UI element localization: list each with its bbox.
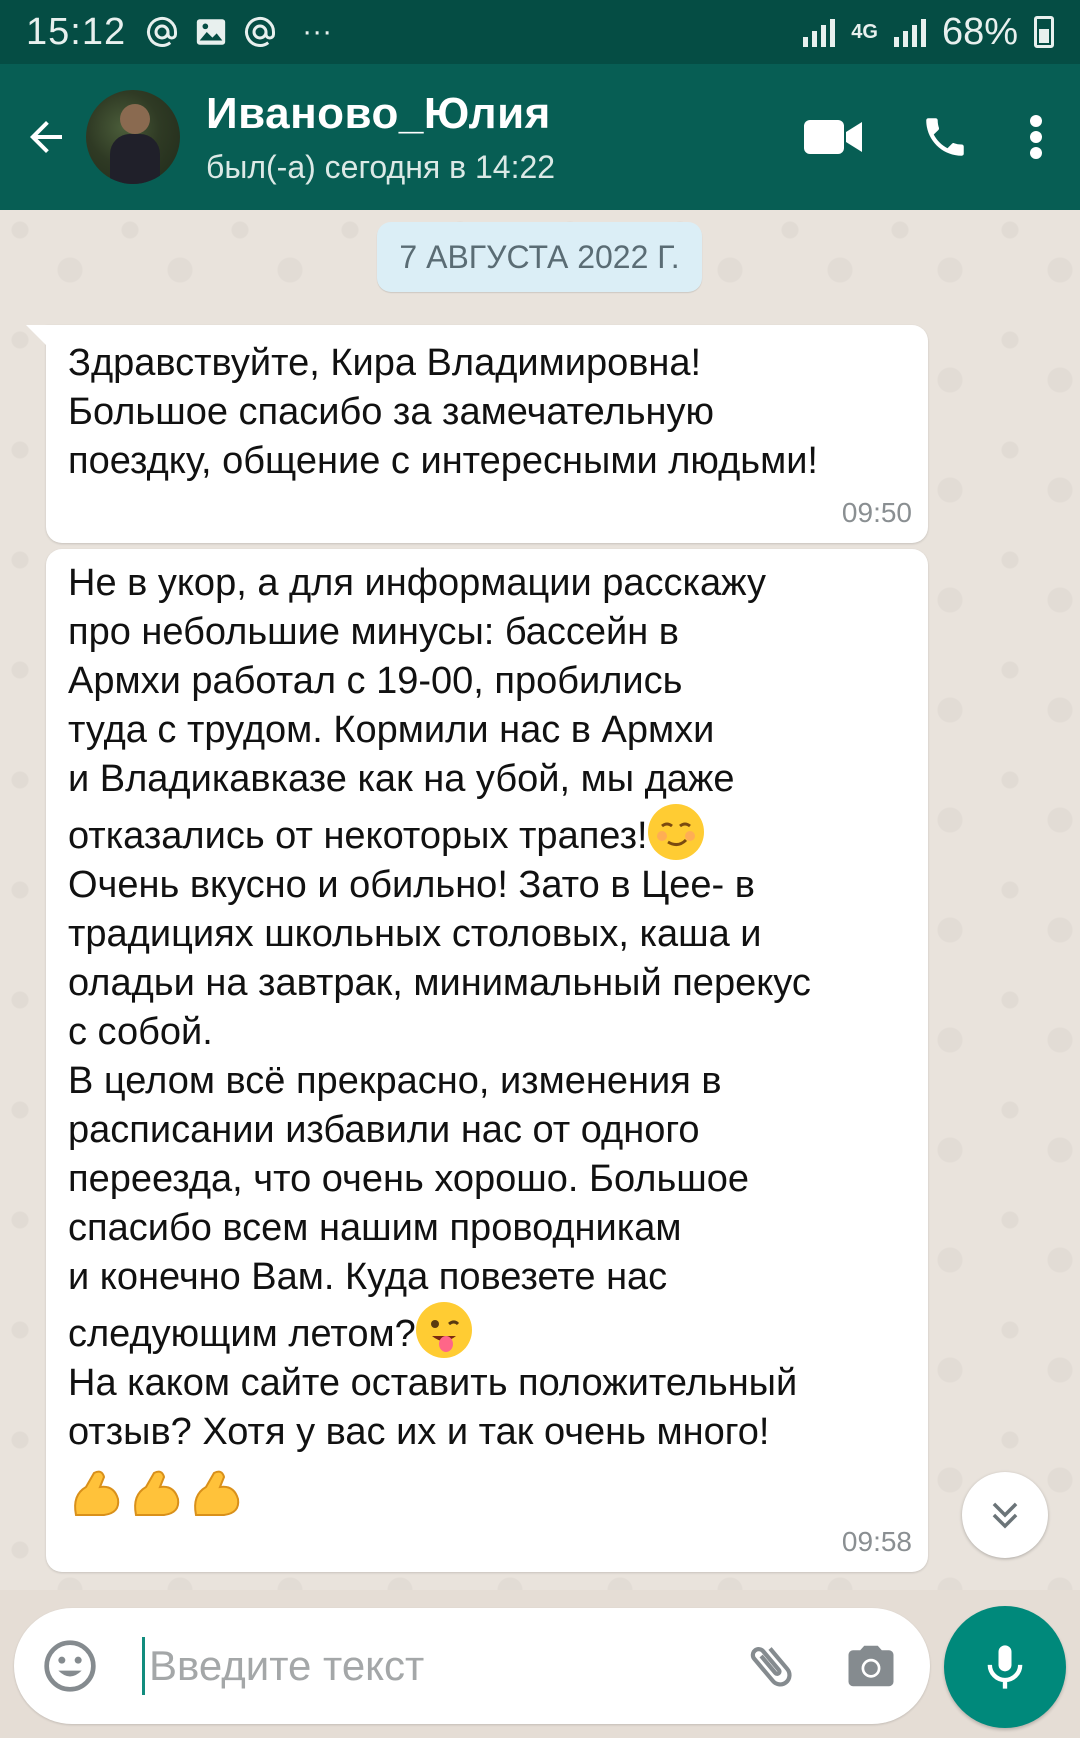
attach-icon — [743, 1638, 799, 1694]
signal-icon — [803, 17, 835, 47]
mic-icon — [979, 1641, 1031, 1693]
status-bar — [0, 0, 1080, 64]
at-icon — [144, 14, 180, 50]
message-input[interactable]: Введите текст — [142, 1637, 736, 1695]
gallery-icon — [194, 15, 228, 49]
more-dots-icon: ··· — [302, 15, 333, 48]
camera-button[interactable] — [836, 1631, 906, 1701]
scroll-down-button[interactable] — [962, 1472, 1048, 1558]
message-text: Не в укор, а для информации расскажу про небольшие минусы: бассейн в Армхи работал с 19-00, пробились туда с трудом. Кормили нас в Армхи и Владикавказе как на убой, мы даже отказались от некоторых трапез! — [68, 562, 766, 857]
message-text: Здравствуйте, Кира Владимировна! Большое спасибо за замечательную поездку, общение с интересными людьми! — [68, 342, 818, 482]
flexed-biceps-emoji — [128, 1465, 184, 1534]
header-actions — [804, 112, 1044, 162]
emoji-button[interactable] — [40, 1636, 100, 1696]
battery-percent: 68% — [941, 10, 1018, 53]
back-button[interactable] — [16, 107, 76, 167]
phone-call-icon[interactable] — [920, 112, 970, 162]
video-call-icon[interactable] — [804, 116, 862, 158]
message-time: 09:50 — [841, 497, 912, 528]
scroll-down-icon — [986, 1496, 1024, 1534]
date-chip: 7 АВГУСТА 2022 Г. — [377, 222, 702, 292]
network-type: 4G — [851, 21, 878, 43]
winking-tongue-face-emoji — [416, 1302, 472, 1358]
last-seen: был(-а) сегодня в 14:22 — [206, 148, 556, 185]
message-input-bar — [14, 1608, 930, 1724]
avatar[interactable] — [86, 90, 180, 184]
contact-name: Иваново_Юлия — [206, 88, 551, 138]
more-vertical-icon[interactable] — [1028, 113, 1044, 161]
signal-icon — [894, 17, 926, 47]
camera-icon — [844, 1639, 898, 1693]
mic-button[interactable] — [944, 1606, 1066, 1728]
message-text: На каком сайте оставить положительный отзыв? Хотя у вас их и так очень много! — [68, 1362, 798, 1453]
system-indicators — [803, 11, 1054, 54]
attach-button[interactable] — [736, 1631, 806, 1701]
flexed-biceps-emoji — [68, 1465, 124, 1534]
at-icon — [242, 14, 278, 50]
smirk-face-emoji — [648, 804, 704, 860]
back-arrow-icon — [22, 113, 70, 161]
contact-info[interactable] — [206, 89, 555, 186]
message-text-block — [68, 559, 811, 1534]
message-time: 09:58 — [841, 1526, 912, 1557]
message-text: Очень вкусно и обильно! Зато в Цее- в традициях школьных столовых, каша и оладьи на завтрак, минимальный перекус с собой. В целом всё прекрасно, изменения в расписании избавили нас от одного переезда, что очень хорошо. Большое спасибо всем нашим проводникам и конечно Вам. Куда повезете нас следующим летом? — [68, 864, 811, 1355]
chat-header — [0, 64, 1080, 210]
flexed-biceps-emoji — [188, 1465, 244, 1534]
status-time: 15:12 — [26, 10, 127, 53]
message-bubble[interactable] — [46, 325, 928, 543]
notification-icons — [144, 14, 332, 50]
message-bubble[interactable] — [46, 549, 928, 1572]
emoji-icon — [42, 1638, 98, 1694]
battery-icon — [1034, 16, 1054, 48]
